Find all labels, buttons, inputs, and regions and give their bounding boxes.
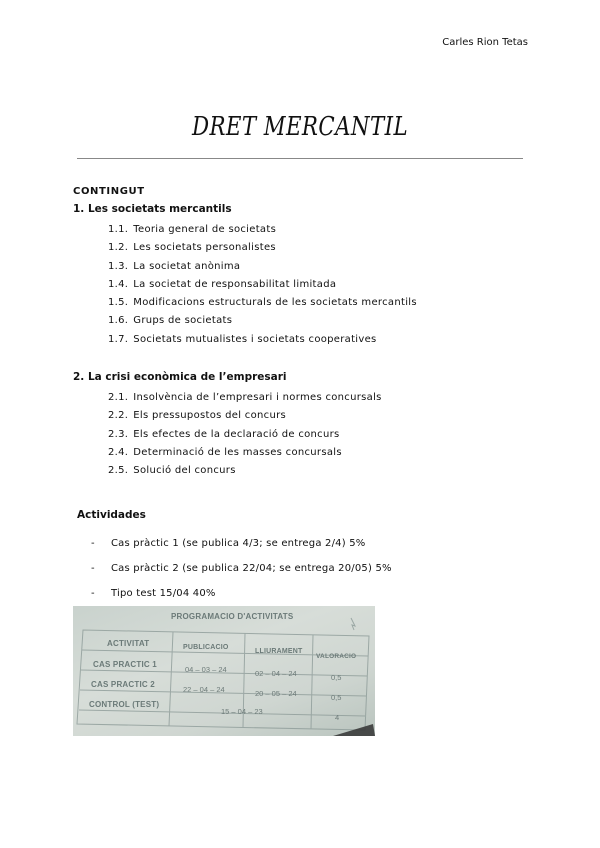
section-title-1: 1. Les societats mercantils: [73, 203, 232, 215]
activity-text: Cas pràctic 2 (se publica 22/04; se entrega 20/05) 5%: [111, 562, 392, 574]
activities-heading: Actividades: [77, 508, 146, 521]
item-number: 1.3.: [108, 260, 129, 272]
activity-text: Tipo test 15/04 40%: [111, 587, 216, 599]
activity-item: [91, 531, 533, 556]
bullet-dash: -: [91, 562, 95, 574]
contents-heading: CONTINGUT: [73, 186, 145, 197]
photo-row-2-lliurament: 20 – 05 – 24: [255, 689, 297, 698]
list-item: [108, 258, 533, 276]
photo-header-publicacio: PUBLICACIO: [183, 644, 229, 651]
activity-text: Cas pràctic 1 (se publica 4/3; se entrega 2/4) 5%: [111, 537, 366, 549]
list-item: [108, 407, 533, 425]
list-item: [108, 221, 533, 239]
item-number: 2.4.: [108, 446, 129, 458]
item-label: Societats mutualistes i societats cooperatives: [133, 333, 377, 345]
list-item: [108, 462, 533, 480]
item-number: 1.6.: [108, 315, 129, 327]
item-label: Modificacions estructurals de les societats mercantils: [133, 297, 417, 309]
item-number: 1.2.: [108, 242, 129, 254]
item-number: 1.7.: [108, 333, 129, 345]
item-label: La societat de responsabilitat limitada: [133, 278, 337, 290]
photo-row-1-lliurament: 02 – 04 – 24: [255, 669, 297, 678]
photo-caption: PROGRAMACIO D'ACTIVITATS: [171, 612, 294, 621]
document-title: DRET MERCANTIL: [191, 112, 409, 142]
bullet-dash: -: [91, 587, 95, 599]
item-number: 1.1.: [108, 224, 129, 235]
bullet-dash: -: [91, 537, 95, 549]
list-item: [108, 444, 533, 462]
item-number: 1.5.: [108, 297, 129, 309]
activity-item: [91, 581, 533, 606]
item-number: 2.1.: [108, 392, 129, 404]
photo-row-3-publicacio: 15 – 04 – 23: [221, 707, 263, 716]
photo-row-2-activitat: CAS PRACTIC 2: [91, 680, 155, 689]
item-number: 1.4.: [108, 278, 129, 290]
photo-header-valoracio: VALORACIO: [316, 653, 357, 660]
photo-row-1-publicacio: 04 – 03 – 24: [185, 665, 227, 674]
activities-schedule-photo: [73, 606, 375, 736]
item-label: Insolvència de l’empresari i normes concursals: [133, 392, 382, 404]
contents-section: [73, 186, 533, 606]
item-label: Solució del concurs: [133, 465, 236, 477]
list-item: [108, 331, 533, 349]
item-label: Les societats personalistes: [133, 242, 276, 254]
photo-row-2-valoracio: 0,5: [331, 693, 342, 702]
photo-header-lliurament: LLIURAMENT: [255, 648, 303, 655]
photo-row-3-activitat: CONTROL (TEST): [89, 700, 160, 709]
photo-header-activitat: ACTIVITAT: [107, 639, 150, 648]
photo-row-2-publicacio: 22 – 04 – 24: [183, 685, 225, 694]
activities-list: [91, 531, 533, 606]
list-item: [108, 312, 533, 330]
section-title-2: 2. La crisi econòmica de l’empresari: [73, 371, 287, 384]
activity-item: [91, 556, 533, 581]
list-item: [108, 426, 533, 444]
list-item: [108, 294, 533, 312]
item-number: 2.2.: [108, 410, 129, 422]
item-label: Els pressupostos del concurs: [133, 410, 287, 422]
item-label: Els efectes de la declaració de concurs: [133, 428, 340, 440]
photo-row-1-valoracio: 0,5: [331, 673, 342, 682]
author-name: Carles Rion Tetas: [442, 37, 528, 48]
item-label: La societat anònima: [133, 260, 241, 272]
title-divider: [77, 158, 523, 159]
photo-row-3-valoracio: 4: [335, 713, 340, 722]
list-item: [108, 389, 533, 407]
item-label: Grups de societats: [133, 315, 233, 327]
item-number: 2.3.: [108, 428, 129, 440]
list-item: [108, 239, 533, 257]
item-label: Teoria general de societats: [133, 224, 277, 235]
photo-row-1-activitat: CAS PRACTIC 1: [93, 660, 157, 669]
item-label: Determinació de les masses concursals: [133, 446, 342, 458]
item-number: 2.5.: [108, 465, 129, 477]
list-item: [108, 276, 533, 294]
